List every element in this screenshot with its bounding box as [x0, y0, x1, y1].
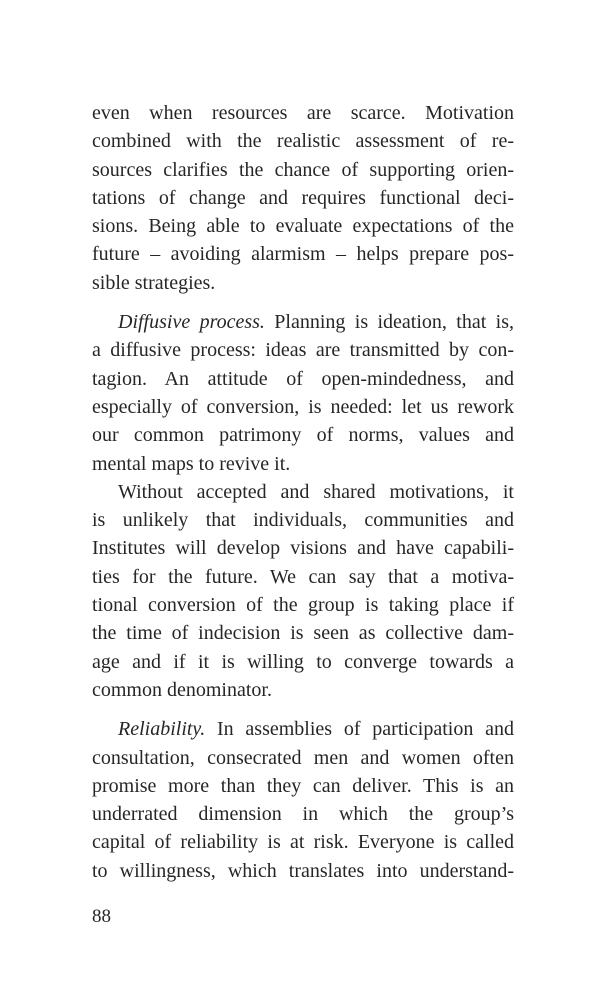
- text-line: tional conversion of the group is taking place if: [92, 594, 514, 617]
- text-line: age and if it is willing to converge towards a: [92, 650, 514, 673]
- text-line: [92, 308, 514, 336]
- text-line: tagion. An attitude of open-mindedness, and: [92, 367, 514, 390]
- text-line: the time of indecision is seen as collective dam-: [92, 622, 514, 645]
- text-line: promise more than they can deliver. This is an: [92, 774, 514, 797]
- text-line: sources clarifies the chance of supporting orien-: [92, 158, 514, 181]
- text-line: mental maps to revive it.: [92, 452, 291, 475]
- text-line: combined with the realistic assessment of re-: [92, 130, 514, 153]
- text-line: underrated dimension in which the group’s: [92, 803, 514, 826]
- text-run: Planning is ideation, that is,: [264, 311, 514, 334]
- text-line: is unlikely that individuals, communities and: [92, 509, 514, 532]
- text-line: future – avoiding alarmism – helps prepare pos-: [92, 243, 514, 266]
- page-number: 88: [92, 906, 111, 927]
- text-line: sions. Being able to evaluate expectations of the: [92, 215, 514, 238]
- paragraph: [92, 478, 514, 704]
- text-line: [92, 715, 514, 743]
- text-line: ties for the future. We can say that a motiva-: [92, 565, 514, 588]
- text-line: tations of change and requires functional deci-: [92, 186, 514, 209]
- text-line: common denominator.: [92, 678, 272, 701]
- text-line: a diffusive process: ideas are transmitted by con-: [92, 339, 514, 362]
- paragraph-diffusive-process: [92, 308, 514, 478]
- section-lead: Diffusive process.: [118, 311, 265, 334]
- text-line: especially of conversion, is needed: let us rework: [92, 395, 514, 418]
- body-text: [92, 99, 514, 885]
- text-line: even when resources are scarce. Motivation: [92, 102, 514, 124]
- section-lead: Reliability.: [118, 718, 206, 741]
- text-line: consultation, consecrated men and women often: [92, 746, 514, 769]
- text-line: Institutes will develop visions and have capabili-: [92, 537, 514, 560]
- text-line: sible strategies.: [92, 271, 216, 294]
- text-line: Without accepted and shared motivations, it: [118, 480, 514, 503]
- paragraph: [92, 99, 514, 297]
- text-run: In assemblies of participation and: [205, 718, 514, 741]
- text-line: capital of reliability is at risk. Everyone is called: [92, 831, 514, 854]
- paragraph-reliability: [92, 715, 514, 885]
- text-line: to willingness, which translates into understand-: [92, 859, 514, 882]
- text-line: our common patrimony of norms, values and: [92, 424, 514, 447]
